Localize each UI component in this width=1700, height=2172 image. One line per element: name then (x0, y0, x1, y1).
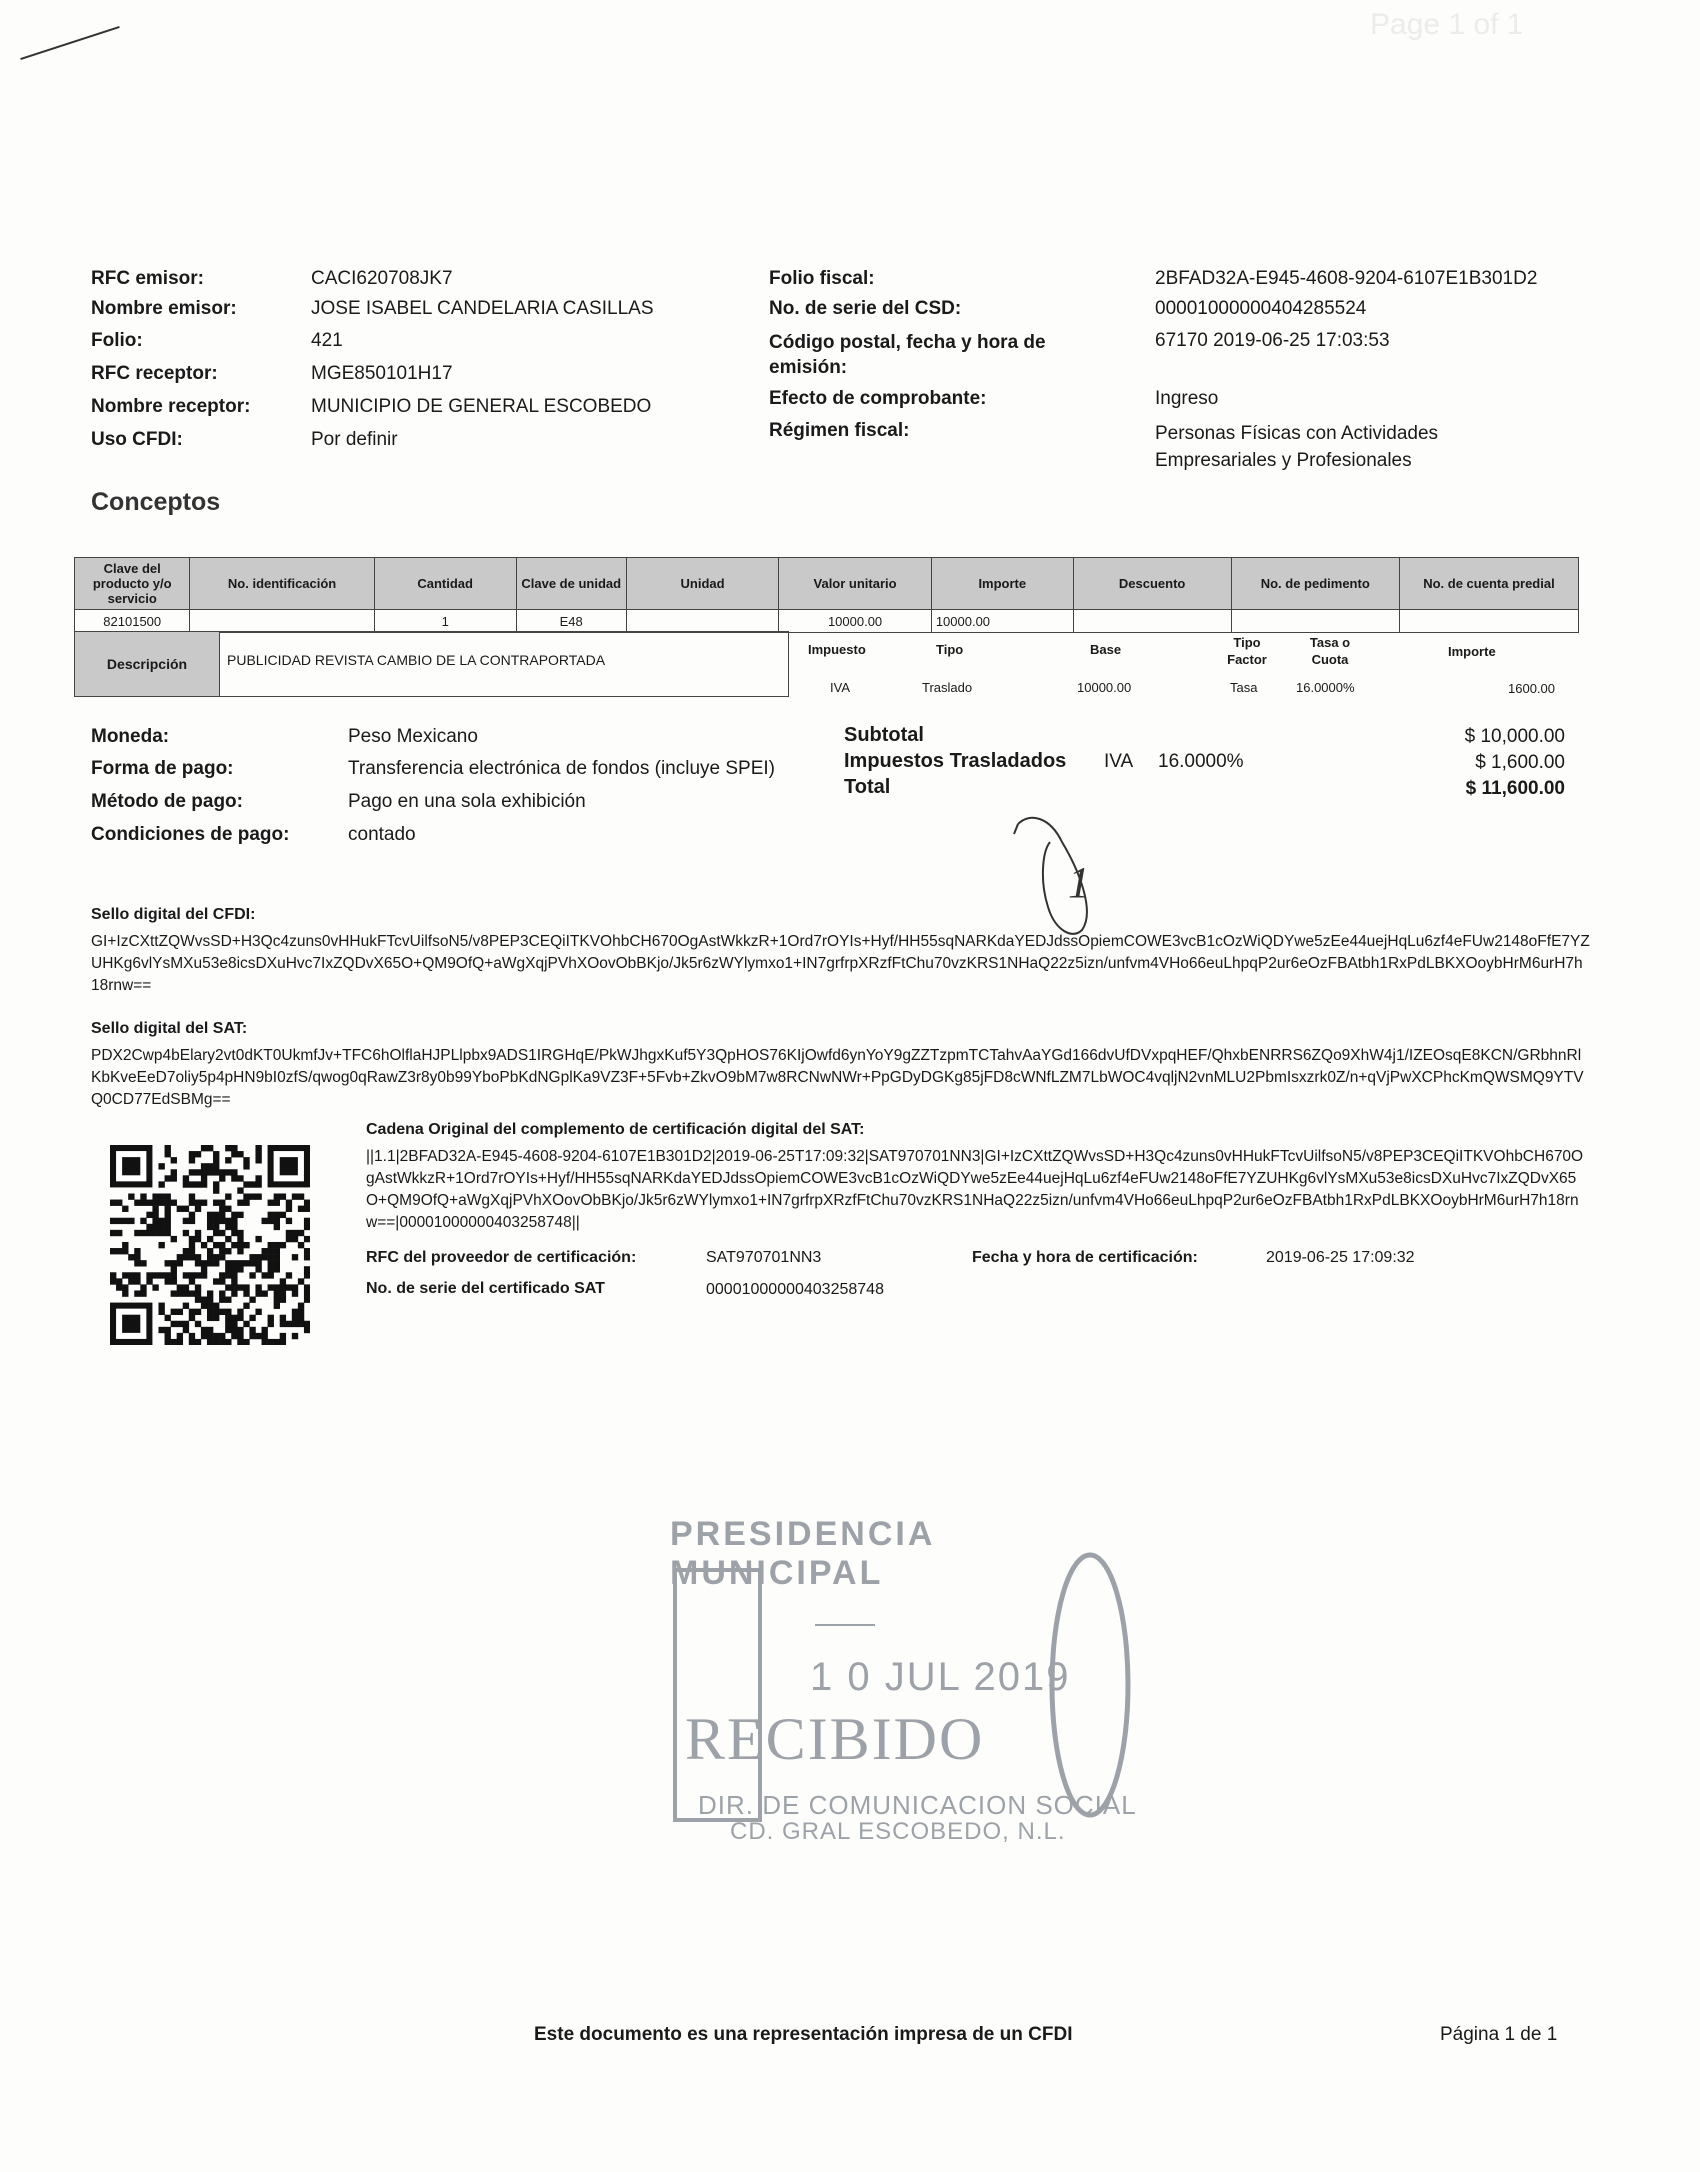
sello-sat: PDX2Cwp4bElary2vt0dKT0UkmfJv+TFC6hOlflaHJPLlpbx9ADS1IRGHqE/PkWJhgxKuf5Y3QpHOS76KIjOwfd6ynYoY9gZZTzpmTCTahvAaYGd166dvUfDVxpqHEF/QhxbENRRS6ZQo9XhW4j1/IZEOsqE8KCN/GRbhnRlKbKveEeD7oliy5p4pHN9bI0zfS/qwog0qRawZ3r8y0b99YboPbKdNGplKa9VZ3F+5Fvb+ZkvO9bM7w8RCNwNWr+PpGDyDGKg85jFD8cWNfLZM7LbWOC4vqljN2vnMLU2PbmIsxzrk0Z/n+qVjPwXCPhcKmQWSMQ9YTVQ0CD77EdSBMg== (91, 1047, 1584, 1108)
imp-tipo: Traslado (922, 680, 973, 695)
stamp-line1: PRESIDENCIA MUNICIPAL (670, 1515, 935, 1592)
subtotal: $ 10,000.00 (1464, 726, 1565, 747)
rfc-proveedor: SAT970701NN3 (706, 1249, 822, 1266)
imp-h-tipo: Tipo (936, 642, 964, 657)
rfc-emisor-label: RFC emisor: (91, 268, 204, 289)
moneda: Peso Mexicano (348, 726, 478, 747)
stamp-recibido: RECIBIDO (685, 1706, 985, 1772)
col-clave-unidad: Clave de unidad (516, 558, 626, 610)
condiciones-pago: contado (348, 824, 416, 845)
conceptos-table (74, 557, 1579, 633)
fecha-cert: 2019-06-25 17:09:32 (1266, 1249, 1415, 1266)
imp-h-importe: Importe (1448, 644, 1496, 659)
recibido-stamp (660, 1515, 1150, 1845)
cell-clave-unidad: E48 (516, 610, 626, 633)
imp-tasa-cuota: 16.0000% (1296, 680, 1355, 695)
imp-h-base: Base (1090, 642, 1122, 657)
regimen-line2: Empresariales y Profesionales (1155, 450, 1412, 471)
rfc-proveedor-label: RFC del proveedor de certificación: (366, 1249, 637, 1266)
col-importe: Importe (931, 558, 1073, 610)
folio-fiscal-label: Folio fiscal: (769, 268, 875, 289)
table-row (75, 610, 1579, 633)
rfc-receptor: MGE850101H17 (311, 363, 453, 384)
impuestos-tasa: 16.0000% (1158, 751, 1244, 772)
folio-fiscal: 2BFAD32A-E945-4608-9204-6107E1B301D2 (1155, 268, 1538, 289)
forma-pago: Transferencia electrónica de fondos (incluye SPEI) (348, 758, 776, 779)
imp-importe: 1600.00 (1508, 681, 1555, 696)
fecha-cert-label: Fecha y hora de certificación: (972, 1249, 1198, 1266)
serie-csd-label: No. de serie del CSD: (769, 298, 962, 319)
page-number: Página 1 de 1 (1440, 2024, 1558, 2045)
uso-cfdi-label: Uso CFDI: (91, 429, 183, 450)
handwritten-mark-text: 1 (1068, 858, 1090, 907)
regimen-line1: Personas Físicas con Actividades (1155, 423, 1439, 444)
metodo-pago-label: Método de pago: (91, 791, 243, 812)
cell-clave-producto: 82101500 (75, 610, 190, 633)
folio: 421 (311, 330, 343, 351)
cell-no-identificacion (190, 610, 374, 633)
impuestos-trasladados: $ 1,600.00 (1475, 752, 1565, 773)
handwritten-mark-icon (1010, 812, 1120, 942)
regimen (1155, 420, 1438, 474)
descripcion-box (74, 631, 789, 697)
cell-valor-unitario: 10000.00 (779, 610, 932, 633)
sello-cfdi: GI+IzCXttZQWvsSD+H3Qc4zuns0vHHukFTcvUilfsoN5/v8PEP3CEQiITKVOhbCH670OgAstWkkzR+1Ord7rOYIs+Hyf/HH55sqNARKdaYEDJdssOpiemCOWE3vcB1cOzWiQDYwe5zEe44uejHqLu6zf4eFUw2148oFfE7YZUHKg6vlYsMXu53e8icsDXuHvc7IxZQDvX65O+QM9OfQ+aWgXqjPVhXOovObBKjo/Jk5r6zWYlymxo1+IN7grfrpXRzfFtChu70vzKRS1NHaQ22z5izn/unfvm4VHo66euLhpqP2ur6eOzFBAtbh1RxPdLBKXOoybHrM6urH7h18rnw== (91, 933, 1590, 994)
condiciones-pago-label: Condiciones de pago: (91, 824, 290, 845)
imp-h-impuesto: Impuesto (808, 642, 866, 657)
stamp-line3: CD. GRAL ESCOBEDO, N.L. (730, 1818, 1066, 1845)
stamp-date: 1 0 JUL 2019 (810, 1655, 1071, 1699)
col-descuento: Descuento (1073, 558, 1231, 610)
descripcion-label: Descripción (75, 632, 220, 696)
cadena-original: ||1.1|2BFAD32A-E945-4608-9204-6107E1B301D2|2019-06-25T17:09:32|SAT970701NN3|GI+IzCXttZQWvsSD+H3Qc4zuns0vHHukFTcvUilfsoN5/v8PEP3CEQiITKVOhbCH670OgAstWkkzR+1Ord7rOYIs+Hyf/HH55sqNARKdaYEDJdssOpiemCOWE3vcB1cOzWiQDYwe5zEe44uejHqLu6zf4eFUw2148oFfE7YZUHKg6vlYsMXu53e8icsDXuHvc7IxZQDvX65O+QM9OfQ+aWgXqjPVhXOovObBKjo/Jk5r6zWYlymxo1+IN7grfrpXRzfFtChu70vzKRS1NHaQ22z5izn/unfvm4VHo66euLhpqP2ur6eOzFBAtbh1RxPdLBKXOoybHrM6urH7h18rnw==|00001000000403258748|| (366, 1148, 1584, 1231)
nombre-emisor: JOSE ISABEL CANDELARIA CASILLAS (311, 298, 654, 319)
serie-sat-label: No. de serie del certificado SAT (366, 1280, 605, 1297)
impuestos-trasladados-label: Impuestos Trasladados (844, 750, 1067, 772)
imp-h-tipo-factor: Tipo Factor (1227, 635, 1267, 667)
sello-cfdi-label: Sello digital del CFDI: (91, 906, 256, 923)
nombre-receptor: MUNICIPIO DE GENERAL ESCOBEDO (311, 396, 652, 417)
rfc-emisor: CACI620708JK7 (311, 268, 453, 289)
qr-code-icon (110, 1145, 310, 1345)
forma-pago-label: Forma de pago: (91, 758, 234, 779)
rfc-receptor-label: RFC receptor: (91, 363, 218, 384)
moneda-label: Moneda: (91, 726, 170, 747)
cp-fecha-label-line2: emisión: (769, 357, 848, 378)
cell-cantidad: 1 (374, 610, 516, 633)
serie-sat: 00001000000403258748 (706, 1281, 884, 1298)
serie-csd: 00001000000404285524 (1155, 298, 1367, 319)
uso-cfdi: Por definir (311, 429, 398, 450)
cell-unidad (626, 610, 779, 633)
conceptos-title: Conceptos (91, 488, 221, 516)
total-label: Total (844, 776, 891, 798)
regimen-label: Régimen fiscal: (769, 420, 910, 441)
faded-page-number: Page 1 of 1 (1370, 8, 1524, 41)
efecto: Ingreso (1155, 388, 1219, 409)
imp-h-tasa-cuota: Tasa o Cuota (1309, 635, 1351, 667)
col-no-identificacion: No. identificación (190, 558, 374, 610)
nombre-emisor-label: Nombre emisor: (91, 298, 237, 319)
col-no-pedimento: No. de pedimento (1231, 558, 1399, 610)
subtotal-label: Subtotal (844, 724, 924, 746)
cp-fecha: 67170 2019-06-25 17:03:53 (1155, 330, 1390, 351)
cp-fecha-label (769, 330, 1046, 380)
sello-sat-label: Sello digital del SAT: (91, 1020, 248, 1037)
imp-base: 10000.00 (1077, 680, 1132, 695)
impuestos-tipo: IVA (1104, 751, 1134, 772)
col-unidad: Unidad (626, 558, 779, 610)
descripcion: PUBLICIDAD REVISTA CAMBIO DE LA CONTRAPORTADA (227, 652, 606, 668)
cell-no-cuenta-predial (1399, 610, 1578, 633)
imp-tipo-factor: Tasa (1230, 680, 1258, 695)
folio-label: Folio: (91, 330, 143, 351)
metodo-pago: Pago en una sola exhibición (348, 791, 586, 812)
imp-impuesto: IVA (830, 680, 850, 695)
col-no-cuenta-predial: No. de cuenta predial (1399, 558, 1578, 610)
nombre-receptor-label: Nombre receptor: (91, 396, 251, 417)
efecto-label: Efecto de comprobante: (769, 388, 987, 409)
col-valor-unitario: Valor unitario (779, 558, 932, 610)
cp-fecha-label-line1: Código postal, fecha y hora de (769, 332, 1046, 353)
cell-importe: 10000.00 (931, 610, 1073, 633)
stamp-frame-icon (660, 1515, 1150, 1845)
cell-no-pedimento (1231, 610, 1399, 633)
scan-stroke (20, 26, 120, 60)
col-clave-producto: Clave del producto y/o servicio (75, 558, 190, 610)
footer-note: Este documento es una representación impresa de un CFDI (534, 2024, 1073, 2045)
total: $ 11,600.00 (1465, 778, 1565, 799)
cell-descuento (1073, 610, 1231, 633)
cadena-original-label: Cadena Original del complemento de certificación digital del SAT: (366, 1121, 865, 1138)
stamp-line2: DIR. DE COMUNICACION SOCIAL (698, 1790, 1137, 1820)
col-cantidad: Cantidad (374, 558, 516, 610)
